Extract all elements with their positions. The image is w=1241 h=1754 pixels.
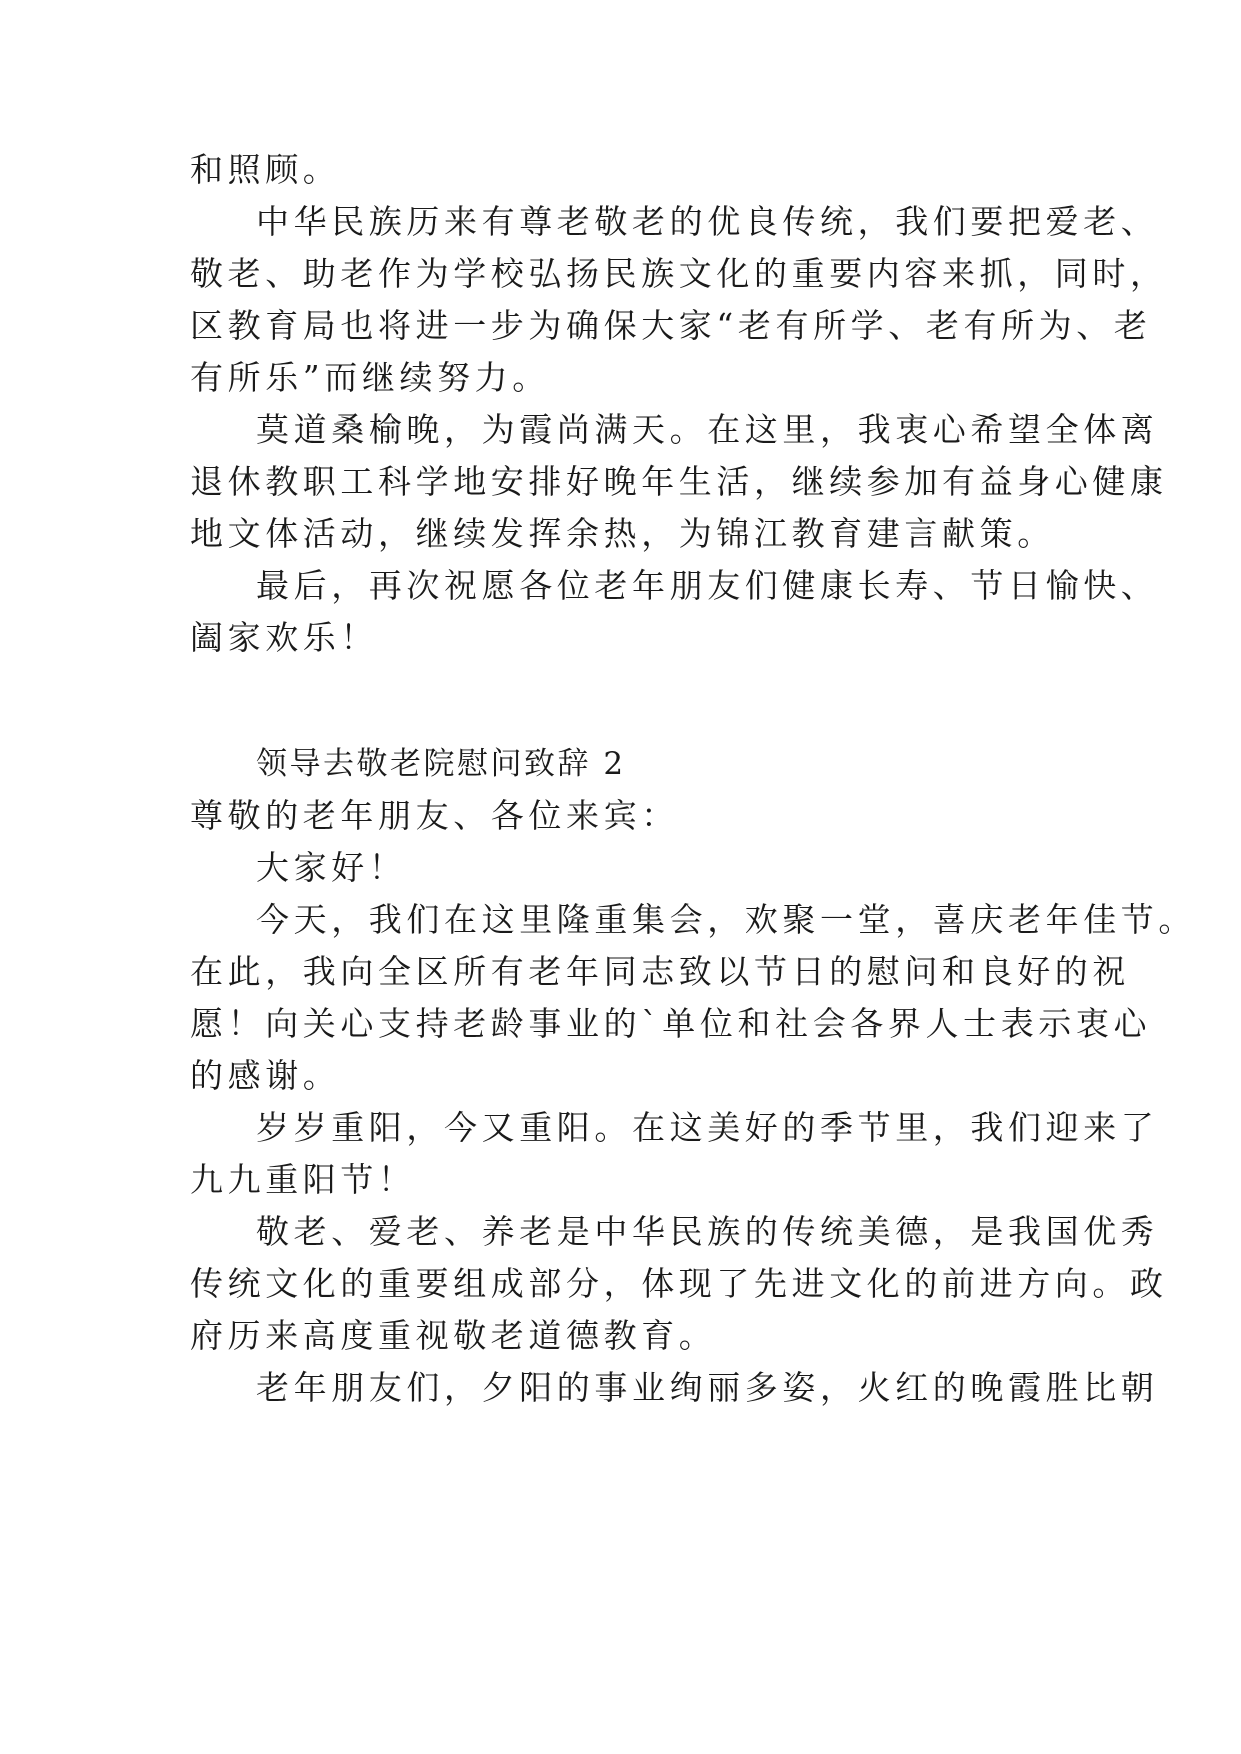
paragraph-line: 和照顾。	[190, 150, 341, 189]
paragraph-line: 阖家欢乐！	[190, 618, 378, 657]
paragraph-line: 莫道桑榆晚，为霞尚满天。在这里，我衷心希望全体离	[256, 410, 1159, 449]
salutation: 尊敬的老年朋友、各位来宾：	[190, 796, 679, 835]
paragraph-line: 中华民族历来有尊老敬老的优良传统，我们要把爱老、	[256, 202, 1159, 241]
paragraph-line: 地文体活动，继续发挥余热，为锦江教育建言献策。	[190, 514, 1055, 553]
paragraph-line: 敬老、爱老、养老是中华民族的传统美德，是我国优秀	[256, 1212, 1159, 1251]
paragraph-line: 有所乐”而继续努力。	[190, 358, 550, 397]
paragraph-line: 区教育局也将进一步为确保大家“老有所学、老有所为、老	[190, 306, 1152, 345]
paragraph-line: 传统文化的重要组成部分，体现了先进文化的前进方向。政	[190, 1264, 1168, 1303]
paragraph-line: 退休教职工科学地安排好晚年生活，继续参加有益身心健康	[190, 462, 1168, 501]
paragraph-line: 府历来高度重视敬老道德教育。	[190, 1316, 717, 1355]
paragraph-line: 的感谢。	[190, 1056, 341, 1095]
section-heading: 领导去敬老院慰问致辞 2	[256, 746, 626, 782]
greeting: 大家好！	[256, 848, 407, 887]
paragraph-line: 最后，再次祝愿各位老年朋友们健康长寿、节日愉快、	[256, 566, 1159, 605]
paragraph-line: 愿！向关心支持老龄事业的`单位和社会各界人士表示衷心	[190, 1004, 1152, 1043]
paragraph-line: 敬老、助老作为学校弘扬民族文化的重要内容来抓，同时，	[190, 254, 1168, 293]
paragraph-line: 岁岁重阳，今又重阳。在这美好的季节里，我们迎来了	[256, 1108, 1159, 1147]
paragraph-line: 在此，我向全区所有老年同志致以节日的慰问和良好的祝	[190, 952, 1130, 991]
paragraph-line: 今天，我们在这里隆重集会，欢聚一堂，喜庆老年佳节。	[256, 900, 1196, 939]
paragraph-line: 九九重阳节！	[190, 1160, 416, 1199]
paragraph-line: 老年朋友们，夕阳的事业绚丽多姿，火红的晚霞胜比朝	[256, 1368, 1159, 1407]
